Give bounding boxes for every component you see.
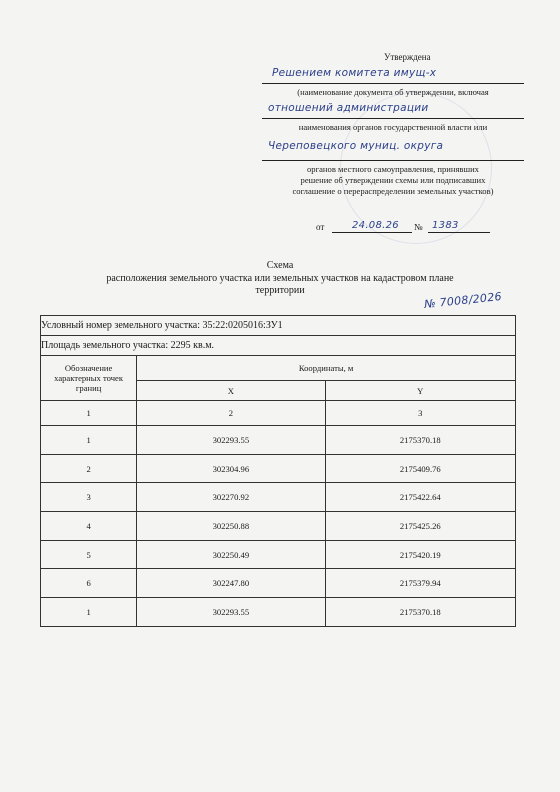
title-line-1: Схема (266, 260, 294, 271)
title-line-2: расположения земельного участка или земельных участков на кадастровом плане (106, 272, 454, 284)
point-id: 1 (41, 426, 137, 455)
point-id: 4 (41, 512, 137, 541)
table-row (41, 569, 516, 598)
point-id: 2 (41, 454, 137, 483)
column-number: 2 (137, 401, 325, 426)
caption-3-3: соглашение о перераспределении земельных участков) (292, 186, 494, 196)
coord-y: 2175409.76 (325, 454, 515, 483)
coord-x: 302250.49 (137, 540, 325, 569)
date-label: от (316, 222, 325, 232)
point-id: 3 (41, 483, 137, 512)
coord-x: 302270.92 (137, 483, 325, 512)
table-row (41, 426, 516, 455)
caption-2: наименования органов государственной власти или (298, 122, 488, 132)
table-row (41, 540, 516, 569)
handwritten-line-3: Череповецкого муниц. округа (262, 140, 524, 161)
plot-area: Площадь земельного участка: 2295 кв.м. (41, 336, 516, 356)
header-y: Y (325, 381, 515, 401)
date-field: 24.08.26 (332, 220, 412, 233)
table-row (41, 512, 516, 541)
coord-y: 2175425.26 (325, 512, 515, 541)
coord-x: 302293.55 (137, 426, 325, 455)
coord-y: 2175379.94 (325, 569, 515, 598)
coord-y: 2175422.64 (325, 483, 515, 512)
title-line-3: территории (255, 285, 305, 296)
document-title (40, 260, 520, 298)
coordinates-table (40, 315, 516, 627)
coord-x: 302250.88 (137, 512, 325, 541)
caption-1: (наименование документа об утверждении, включая (297, 87, 489, 97)
coord-y: 2175370.18 (325, 426, 515, 455)
table-row (41, 483, 516, 512)
point-id: 5 (41, 540, 137, 569)
header-coordinates: Координаты, м (137, 356, 516, 381)
approval-heading: Утверждена (384, 52, 431, 62)
header-x: X (137, 381, 325, 401)
handwritten-reference-number: № 7008/2026 (423, 289, 503, 312)
coord-y: 2175370.18 (325, 598, 515, 627)
column-number: 3 (325, 401, 515, 426)
caption-3-1: органов местного самоуправления, принявших (307, 164, 479, 174)
cadastral-number: Условный номер земельного участка: 35:22:0205016:ЗУ1 (41, 316, 516, 336)
number-field: 1383 (428, 220, 490, 233)
table-row (41, 454, 516, 483)
coord-x: 302293.55 (137, 598, 325, 627)
coord-y: 2175420.19 (325, 540, 515, 569)
column-number: 1 (41, 401, 137, 426)
coord-x: 302304.96 (137, 454, 325, 483)
handwritten-line-2: отношений администрации (262, 102, 524, 119)
number-label: № (414, 222, 423, 232)
column-number-row (41, 401, 516, 426)
coord-x: 302247.80 (137, 569, 325, 598)
point-id: 1 (41, 598, 137, 627)
caption-3-2: решение об утверждении схемы или подписавших (300, 175, 486, 185)
handwritten-line-1: Решением комитета имущ-х (262, 67, 524, 84)
point-id: 6 (41, 569, 137, 598)
table-row (41, 598, 516, 627)
header-points: Обозначение характерных точек границ (41, 356, 137, 401)
